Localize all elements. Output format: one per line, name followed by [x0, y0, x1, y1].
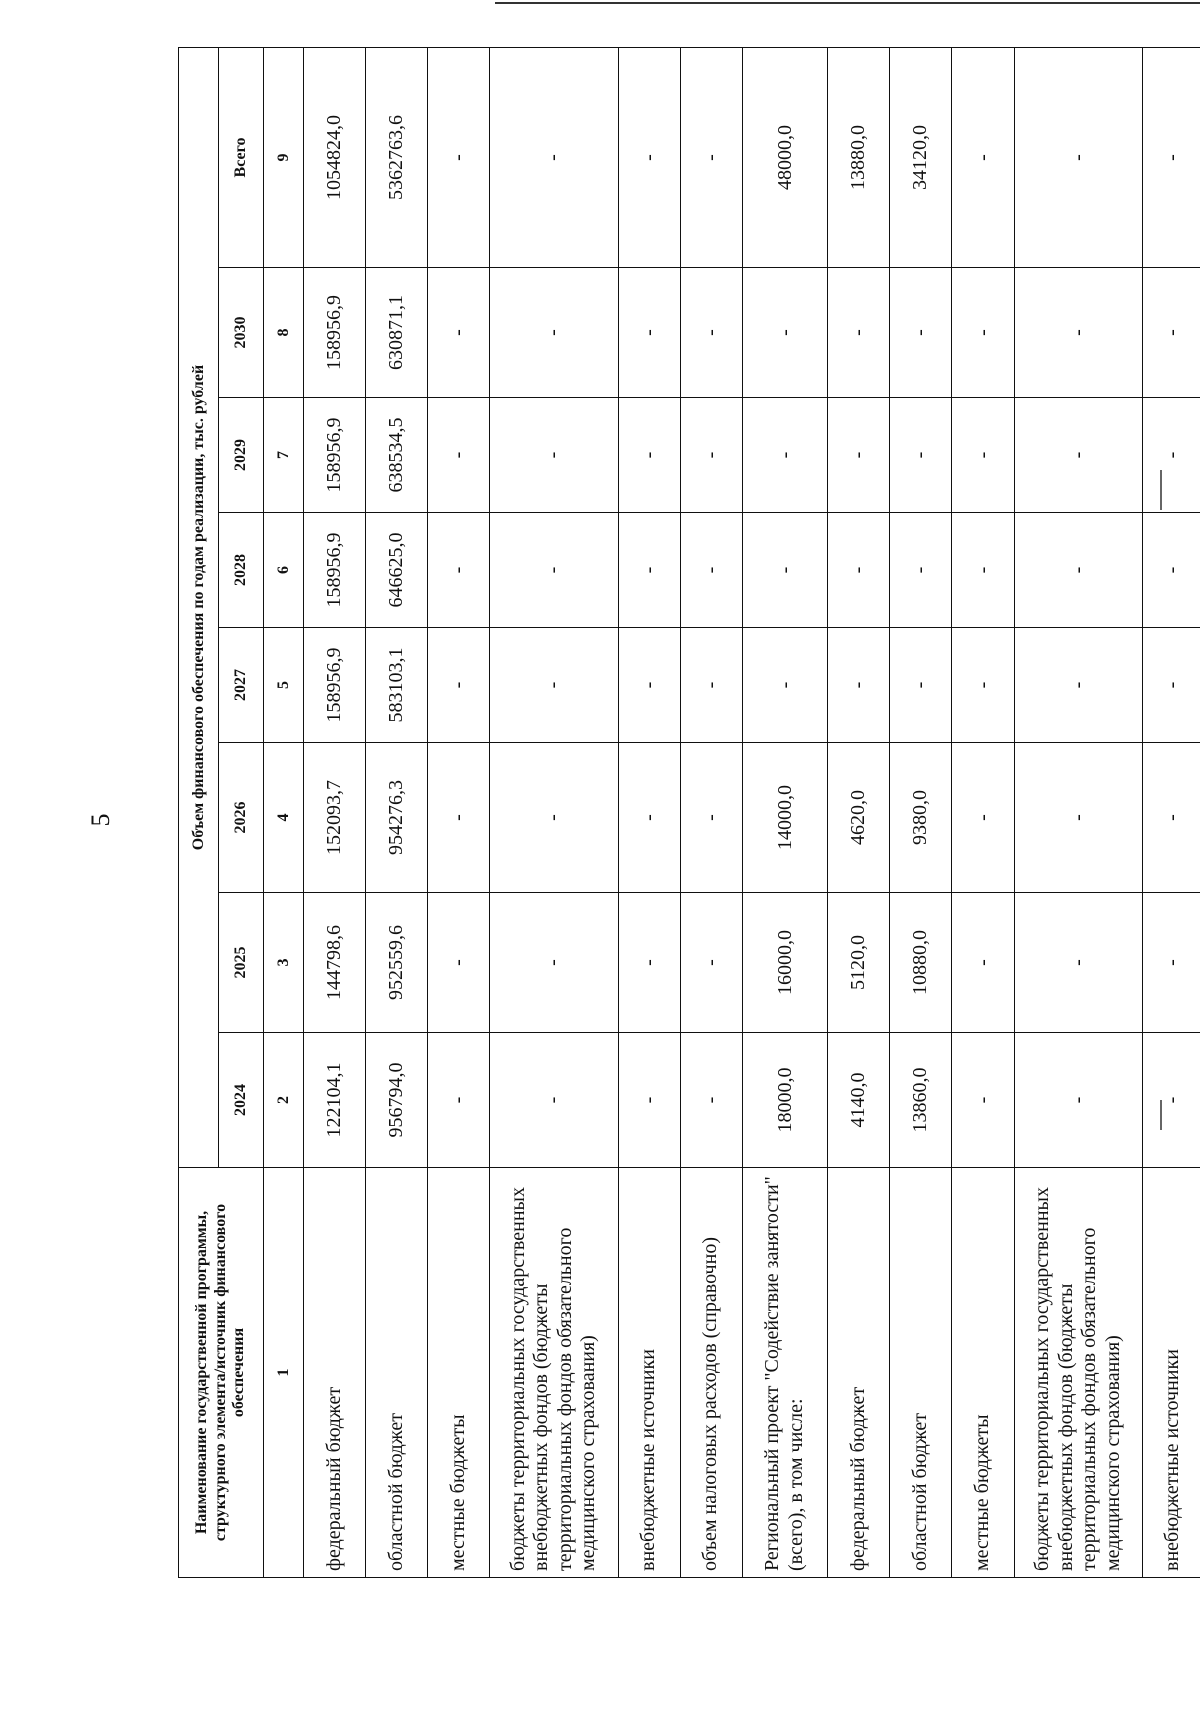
year-header: 2024: [219, 1033, 264, 1168]
value-cell: -: [742, 628, 828, 743]
value-cell: -: [890, 398, 952, 513]
value-cell: 122104,1: [304, 1033, 366, 1168]
column-header-name: Наименование государственной программы, структурного элемента/источник финансового обеспечения: [179, 1168, 264, 1578]
financing-table: [178, 47, 1200, 1578]
value-cell: -: [680, 47, 742, 267]
value-cell: -: [742, 513, 828, 628]
page-number: 5: [86, 813, 115, 827]
value-cell: -: [680, 743, 742, 893]
index-cell: 6: [264, 513, 304, 628]
index-row: [264, 47, 304, 1577]
value-cell: -: [828, 398, 890, 513]
value-cell: -: [828, 513, 890, 628]
value-cell: -: [952, 268, 1014, 398]
value-cell: -: [618, 743, 680, 893]
row-name: местные бюджеты: [952, 1168, 1014, 1578]
value-cell: 16000,0: [742, 893, 828, 1033]
row-name: областной бюджет: [890, 1168, 952, 1578]
value-cell: 638534,5: [366, 398, 428, 513]
value-cell: -: [952, 628, 1014, 743]
row-name: федеральный бюджет: [304, 1168, 366, 1578]
row-name: областной бюджет: [366, 1168, 428, 1578]
value-cell: -: [890, 513, 952, 628]
value-cell: -: [490, 268, 618, 398]
value-cell: -: [1142, 47, 1200, 267]
year-header: 2027: [219, 628, 264, 743]
value-cell: 158956,9: [304, 513, 366, 628]
value-cell: 646625,0: [366, 513, 428, 628]
table-row: [428, 47, 490, 1577]
value-cell: -: [428, 398, 490, 513]
value-cell: -: [1014, 398, 1142, 513]
year-header: 2025: [219, 893, 264, 1033]
value-cell: 10880,0: [890, 893, 952, 1033]
value-cell: -: [428, 743, 490, 893]
value-cell: 4140,0: [828, 1033, 890, 1168]
table-row: [618, 47, 680, 1577]
value-cell: 630871,1: [366, 268, 428, 398]
value-cell: -: [490, 513, 618, 628]
table-row: [952, 47, 1014, 1577]
index-cell: 1: [264, 1168, 304, 1578]
value-cell: -: [680, 1033, 742, 1168]
index-cell: 9: [264, 47, 304, 267]
value-cell: -: [428, 1033, 490, 1168]
value-cell: -: [618, 628, 680, 743]
table-row: [304, 47, 366, 1577]
value-cell: -: [1142, 893, 1200, 1033]
value-cell: -: [428, 893, 490, 1033]
value-cell: -: [490, 743, 618, 893]
value-cell: -: [618, 513, 680, 628]
row-name: бюджеты территориальных государственных внебюджетных фондов (бюджеты территориальных фондов обязательного медицинского страхования): [490, 1168, 618, 1578]
value-cell: -: [952, 513, 1014, 628]
value-cell: -: [490, 47, 618, 267]
value-cell: -: [618, 47, 680, 267]
table-row: [890, 47, 952, 1577]
value-cell: -: [890, 628, 952, 743]
value-cell: -: [1142, 628, 1200, 743]
value-cell: 5362763,6: [366, 47, 428, 267]
year-header: 2030: [219, 268, 264, 398]
value-cell: 954276,3: [366, 743, 428, 893]
value-cell: -: [952, 743, 1014, 893]
index-cell: 4: [264, 743, 304, 893]
value-cell: -: [680, 268, 742, 398]
value-cell: -: [680, 628, 742, 743]
value-cell: -: [952, 47, 1014, 267]
index-cell: 3: [264, 893, 304, 1033]
value-cell: -: [618, 1033, 680, 1168]
value-cell: -: [618, 893, 680, 1033]
year-header: 2026: [219, 743, 264, 893]
value-cell: -: [428, 513, 490, 628]
value-cell: -: [742, 268, 828, 398]
value-cell: -: [828, 628, 890, 743]
index-cell: 5: [264, 628, 304, 743]
row-name: федеральный бюджет: [828, 1168, 890, 1578]
value-cell: 956794,0: [366, 1033, 428, 1168]
index-cell: 7: [264, 398, 304, 513]
value-cell: 5120,0: [828, 893, 890, 1033]
value-cell: -: [1142, 1033, 1200, 1168]
value-cell: -: [952, 1033, 1014, 1168]
value-cell: 158956,9: [304, 268, 366, 398]
value-cell: 9380,0: [890, 743, 952, 893]
value-cell: -: [1014, 1033, 1142, 1168]
row-name: местные бюджеты: [428, 1168, 490, 1578]
value-cell: 13880,0: [828, 47, 890, 267]
table-row: [828, 47, 890, 1577]
value-cell: -: [1014, 893, 1142, 1033]
value-cell: -: [1142, 743, 1200, 893]
value-cell: 583103,1: [366, 628, 428, 743]
value-cell: -: [1014, 268, 1142, 398]
rotated-table-container: [178, 48, 1200, 1578]
value-cell: -: [1142, 398, 1200, 513]
index-cell: 2: [264, 1033, 304, 1168]
value-cell: -: [490, 1033, 618, 1168]
year-header: 2029: [219, 398, 264, 513]
value-cell: -: [680, 513, 742, 628]
value-cell: 14000,0: [742, 743, 828, 893]
value-cell: -: [490, 398, 618, 513]
table-row: [742, 47, 828, 1577]
table-row: [1142, 47, 1200, 1577]
table-row: [680, 47, 742, 1577]
row-name: внебюджетные источники: [618, 1168, 680, 1578]
row-name: объем налоговых расходов (справочно): [680, 1168, 742, 1578]
value-cell: 13860,0: [890, 1033, 952, 1168]
value-cell: -: [490, 893, 618, 1033]
value-cell: -: [680, 398, 742, 513]
value-cell: 48000,0: [742, 47, 828, 267]
table-row: [490, 47, 618, 1577]
value-cell: -: [1142, 268, 1200, 398]
value-cell: -: [952, 398, 1014, 513]
value-cell: -: [742, 398, 828, 513]
column-header-group: Объем финансового обеспечения по годам реализации, тыс. рублей: [179, 47, 219, 1167]
value-cell: -: [618, 398, 680, 513]
row-name: Региональный проект "Содействие занятости" (всего), в том числе:: [742, 1168, 828, 1578]
value-cell: 152093,7: [304, 743, 366, 893]
row-name: бюджеты территориальных государственных внебюджетных фондов (бюджеты территориальных фондов обязательного медицинского страхования): [1014, 1168, 1142, 1578]
value-cell: 144798,6: [304, 893, 366, 1033]
value-cell: -: [1014, 47, 1142, 267]
value-cell: -: [618, 268, 680, 398]
scan-top-edge-line: [495, 2, 1200, 4]
index-cell: 8: [264, 268, 304, 398]
value-cell: 952559,6: [366, 893, 428, 1033]
value-cell: -: [890, 268, 952, 398]
value-cell: -: [1014, 743, 1142, 893]
total-header: Всего: [219, 47, 264, 267]
value-cell: -: [428, 47, 490, 267]
value-cell: -: [828, 268, 890, 398]
value-cell: -: [952, 893, 1014, 1033]
value-cell: -: [1142, 513, 1200, 628]
year-header: 2028: [219, 513, 264, 628]
value-cell: 1054824,0: [304, 47, 366, 267]
table-row: [1014, 47, 1142, 1577]
value-cell: -: [680, 893, 742, 1033]
value-cell: -: [428, 268, 490, 398]
value-cell: -: [428, 628, 490, 743]
value-cell: 34120,0: [890, 47, 952, 267]
value-cell: -: [1014, 628, 1142, 743]
value-cell: -: [490, 628, 618, 743]
value-cell: 158956,9: [304, 628, 366, 743]
value-cell: 158956,9: [304, 398, 366, 513]
value-cell: 4620,0: [828, 743, 890, 893]
value-cell: -: [1014, 513, 1142, 628]
table-row: [366, 47, 428, 1577]
row-name: внебюджетные источники: [1142, 1168, 1200, 1578]
value-cell: 18000,0: [742, 1033, 828, 1168]
